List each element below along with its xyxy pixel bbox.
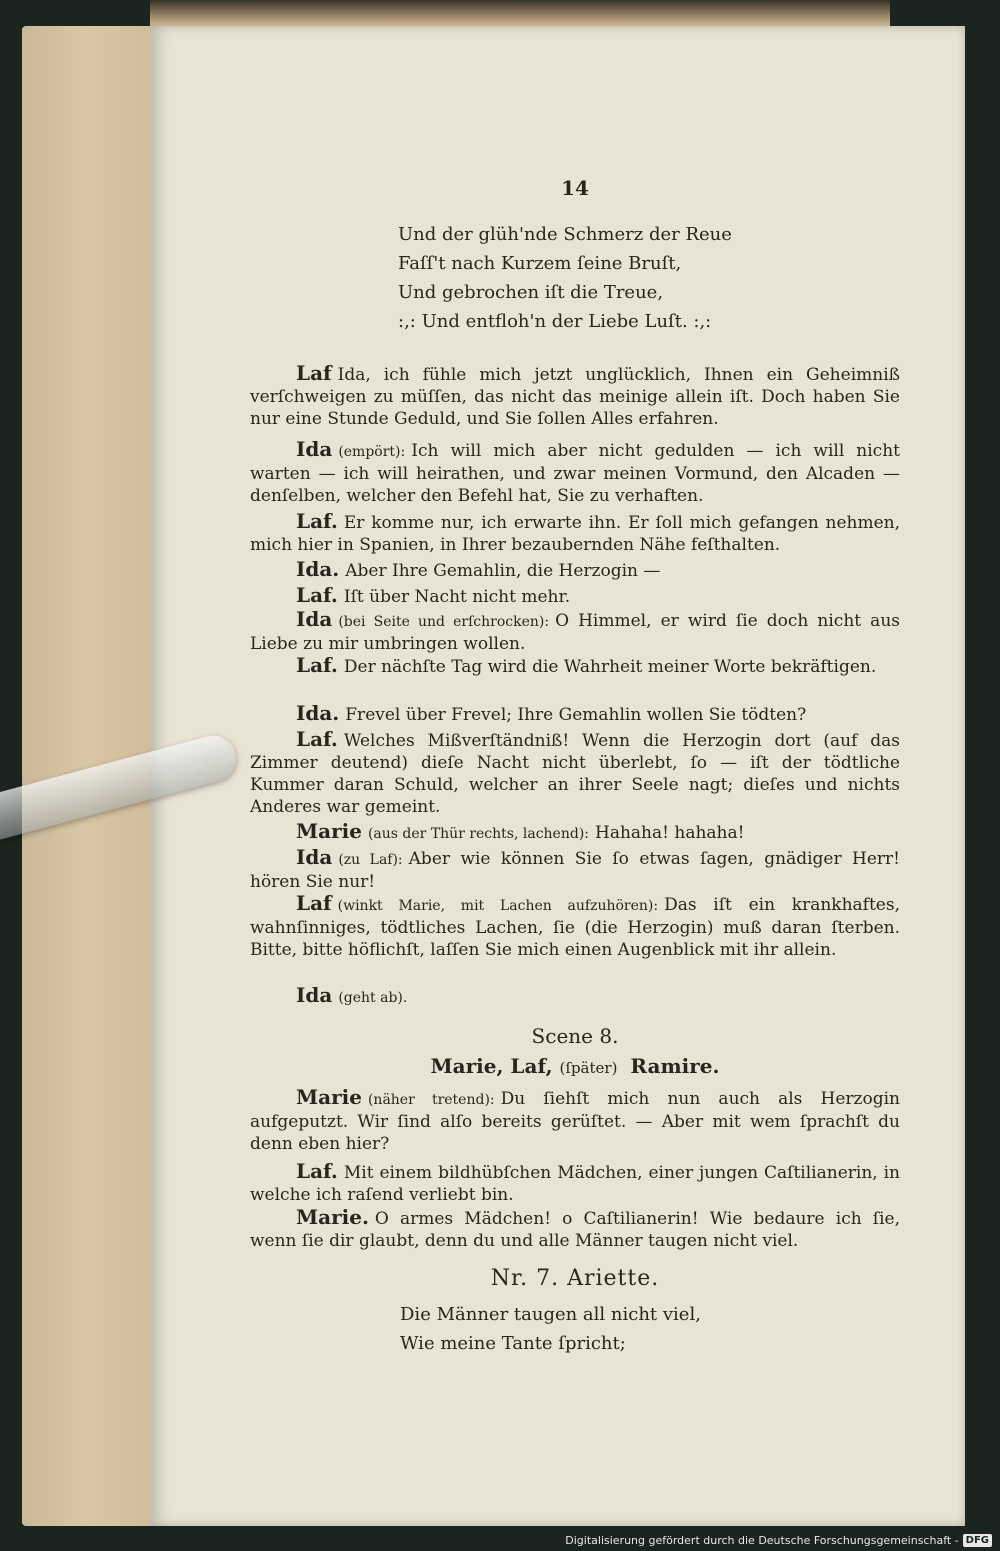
verse-line: Wie meine Tante ſpricht; xyxy=(400,1333,626,1354)
dialogue-text: Der nächſte Tag wird die Wahrheit meiner Worte bekräftigen. xyxy=(343,657,877,677)
footer-credit xyxy=(565,1534,992,1547)
number-title: Nr. 7. Ariette. xyxy=(490,1266,660,1291)
dialogue-text: Welches Mißverſtändniß! Wenn die Herzogin dort (auf das Zimmer deutend) dieſe Nacht nicht überlebt, ſo — iſt der tödtliche Kummer daran Schuld, welcher an ihrer Seele nagt; dieſes und nichts Anderes war gemeint. xyxy=(250,731,900,817)
speaker-name: Ida xyxy=(296,437,333,461)
dialogue-text: O Himmel, er wird ſie doch nicht aus Liebe zu mir umbringen wollen. xyxy=(250,611,900,654)
dialogue-text: Er komme nur, ich erwarte ihn. Er ſoll mich gefangen nehmen, mich hier in Spanien, in Ihrer bezaubernden Nähe feſthalten. xyxy=(250,513,900,555)
stage-direction: (bei Seite und erſchrocken): xyxy=(338,614,550,630)
scene-cast xyxy=(250,1054,900,1078)
dialogue-line xyxy=(250,1160,900,1206)
verse-line: Und gebrochen iſt die Treue, xyxy=(398,282,664,303)
dialogue-line xyxy=(250,608,900,655)
verse-line: :,: Und entfloh'n der Liebe Luſt. :,: xyxy=(398,311,712,332)
dialogue-line xyxy=(250,984,900,1009)
speaker-name: Marie. xyxy=(296,1205,369,1229)
speaker-name: Ida xyxy=(296,983,333,1007)
stage-direction: (zu Laf): xyxy=(338,852,403,868)
scene-title: Scene 8. xyxy=(531,1024,619,1048)
dialogue-text: Ich will mich aber nicht gedulden — ich will nicht warten — ich will heirathen, und zwar meinen Vormund, den Alcaden — denſelben, welcher den Befehl hat, Sie zu verhaften. xyxy=(250,441,900,506)
speaker-name: Ida. xyxy=(296,557,340,581)
dialogue-line xyxy=(250,654,900,678)
dialogue-line xyxy=(250,1206,900,1252)
speaker-name: Laf. xyxy=(296,727,338,751)
scene-cast-direction: (ſpäter) xyxy=(559,1059,618,1077)
stage-direction: (winkt Marie, mit Lachen aufzuhören): xyxy=(337,898,659,914)
dialogue-text: Du ſiehſt mich nun auch als Herzogin aufgeputzt. Wir ſind alſo bereits gerüſtet. — Aber mit wem ſprachſt du denn eben hier? xyxy=(250,1089,900,1154)
dialogue-line xyxy=(250,702,900,726)
speaker-name: Marie xyxy=(296,819,362,843)
speaker-name: Laf xyxy=(296,361,332,385)
verse-line: Die Männer taugen all nicht viel, xyxy=(400,1304,701,1325)
page-number: 14 xyxy=(561,176,589,200)
speaker-name: Laf. xyxy=(296,1159,338,1183)
stage-direction: (aus der Thür rechts, lachend): xyxy=(367,826,590,842)
dialogue-line xyxy=(250,362,900,430)
speaker-name: Marie xyxy=(296,1085,362,1109)
dialogue-text: Hahaha! hahaha! xyxy=(595,823,745,843)
dialogue-text: O armes Mädchen! o Caſtilianerin! Wie bedaure ich ſie, wenn ſie dir glaubt, denn du und alle Männer taugen nicht viel. xyxy=(250,1209,900,1251)
dialogue-line xyxy=(250,820,900,845)
dialogue-line xyxy=(250,510,900,556)
dialogue-line xyxy=(250,584,900,608)
verse-line: Und der glüh'nde Schmerz der Reue xyxy=(398,224,732,245)
speaker-name: Laf xyxy=(296,891,332,915)
book-page xyxy=(150,26,965,1526)
dialogue-line xyxy=(250,728,900,818)
verse-bottom xyxy=(400,1300,820,1358)
dialogue-text: Aber Ihre Gemahlin, die Herzogin — xyxy=(345,561,661,581)
dialogue-line xyxy=(250,846,900,893)
footer-text: Digitalisierung gefördert durch die Deutsche Forschungsgemeinschaft - xyxy=(565,1534,959,1547)
dialogue-text: Aber wie können Sie ſo etwas ſagen, gnädiger Herr! hören Sie nur! xyxy=(250,849,900,892)
speaker-name: Ida. xyxy=(296,701,340,725)
verse-top xyxy=(398,220,818,336)
speaker-name: Ida xyxy=(296,845,333,869)
dialogue-line xyxy=(250,438,900,507)
dialogue-text: Frevel über Frevel; Ihre Gemahlin wollen Sie tödten? xyxy=(345,705,807,725)
speaker-name: Ida xyxy=(296,607,333,631)
dialogue-line xyxy=(250,558,900,582)
stage-direction: (empört): xyxy=(338,444,406,460)
dialogue-text: Das iſt ein krankhaftes, wahnſinniges, tödtliches Lachen, ſie (die Herzogin) muß daran ſterben. Bitte, bitte höflichſt, laſſen Sie mich einen Augenblick mit ihr allein. xyxy=(250,895,900,960)
speaker-name: Laf. xyxy=(296,509,338,533)
dialogue-text: Mit einem bildhübſchen Mädchen, einer jungen Caſtilianerin, in welche ich raſend verliebt bin. xyxy=(250,1163,900,1205)
verse-line: Faſſ't nach Kurzem ſeine Bruſt, xyxy=(398,253,682,274)
scene-cast-a: Marie, Laf, xyxy=(430,1054,553,1078)
speaker-name: Laf. xyxy=(296,653,338,677)
dialogue-line xyxy=(250,892,900,961)
dialogue-text: Iſt über Nacht nicht mehr. xyxy=(343,587,571,607)
scene-cast-b: Ramire. xyxy=(630,1054,720,1078)
dialogue-line xyxy=(250,1086,900,1155)
stage-direction: (näher tretend): xyxy=(367,1092,495,1108)
stage-direction: (geht ab). xyxy=(338,990,408,1006)
dfg-logo: DFG xyxy=(963,1534,992,1547)
dialogue-text: Ida, ich fühle mich jetzt unglücklich, Ihnen ein Geheimniß verſchweigen zu müſſen, das nicht das meinige allein iſt. Doch haben Sie nur eine Stunde Geduld, und Sie ſollen Alles erfahren. xyxy=(250,365,900,429)
speaker-name: Laf. xyxy=(296,583,338,607)
